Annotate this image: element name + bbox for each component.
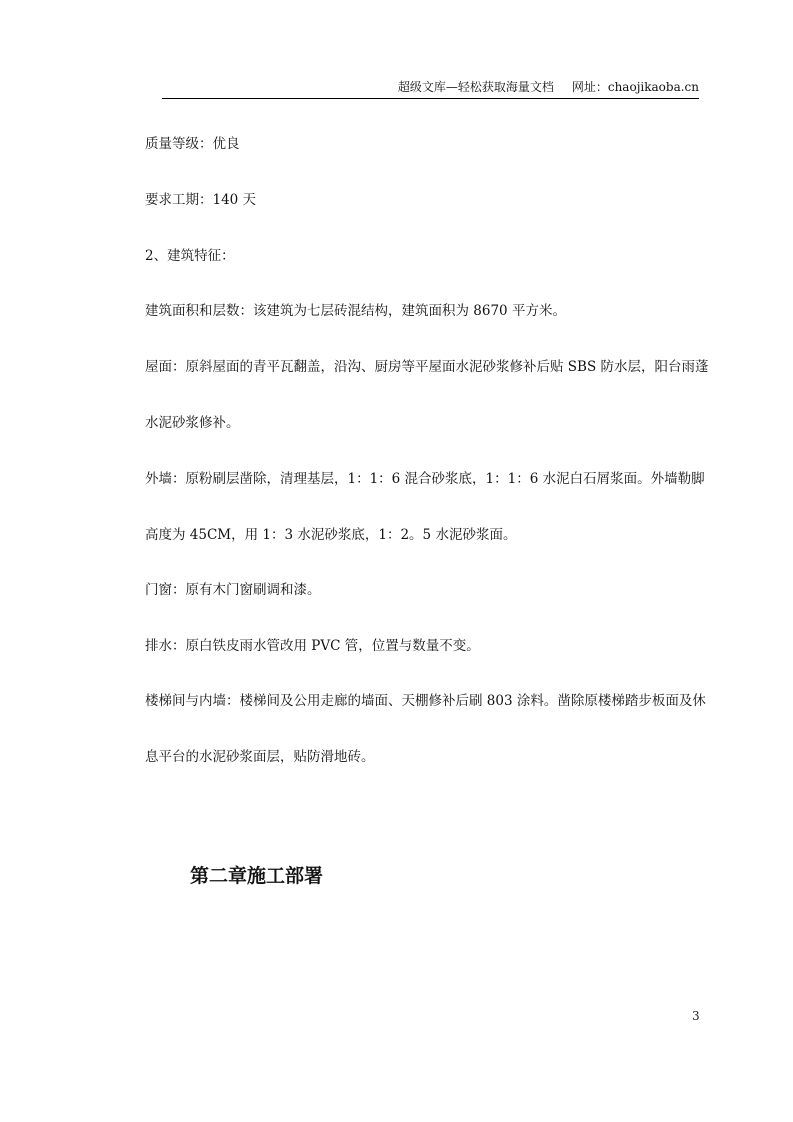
- stairwell-line-1: 楼梯间与内墙：楼梯间及公用走廊的墙面、天棚修补后刷 803 涂料。凿除原楼梯踏步板面及休: [145, 693, 706, 709]
- roof-line-2: 水泥砂浆修补。: [145, 415, 240, 431]
- exterior-wall-line-1: 外墙：原粉刷层凿除，清理基层，1：1：6 混合砂浆底，1：1：6 水泥白石屑浆面。外墙勒脚: [145, 471, 705, 487]
- doors-windows-line: 门窗：原有木门窗刷调和漆。: [145, 582, 321, 598]
- quality-grade-line: 质量等级：优良: [145, 136, 240, 152]
- stairwell-line-2: 息平台的水泥砂浆面层，贴防滑地砖。: [145, 749, 375, 765]
- page-number: 3: [692, 1009, 700, 1023]
- header-site-title: 超级文库—轻松获取海量文档: [397, 80, 554, 94]
- roof-line-1: 屋面：原斜屋面的青平瓦翻盖，沿沟、厨房等平屋面水泥砂浆修补后贴 SBS 防水层，阳台雨蓬: [145, 359, 709, 375]
- chapter-title: 第二章施工部署: [190, 865, 324, 887]
- drainage-line: 排水：原白铁皮雨水管改用 PVC 管，位置与数量不变。: [145, 638, 480, 654]
- exterior-wall-line-2: 高度为 45CM，用 1：3 水泥砂浆底，1：2。5 水泥砂浆面。: [145, 527, 517, 543]
- header-text: [398, 79, 699, 95]
- schedule-line: 要求工期：140 天: [145, 192, 257, 208]
- building-area-line: 建筑面积和层数：该建筑为七层砖混结构，建筑面积为 8670 平方米。: [145, 303, 566, 319]
- section-heading-building-features: 2、建筑特征：: [145, 248, 235, 264]
- header-url: 网址：chaojikaoba.cn: [571, 80, 699, 94]
- page-header: [162, 78, 699, 99]
